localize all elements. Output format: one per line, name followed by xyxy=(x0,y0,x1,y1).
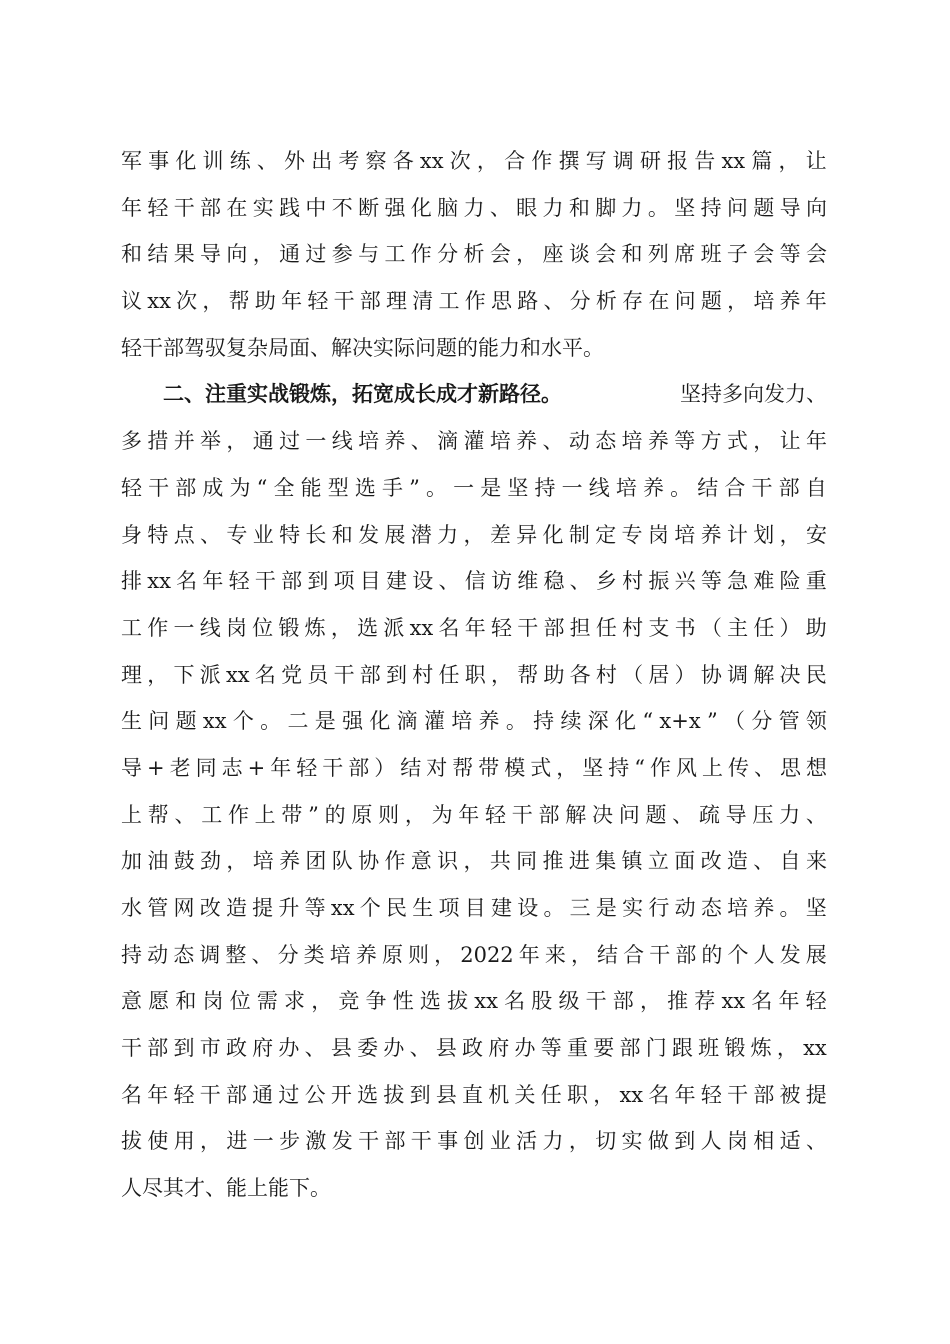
paragraph-line: 理 ， 下 派 xx 名 党 员 干 部 到 村 任 职 ， 帮 助 各 村 （ 居 ） 协 调 解 决 民 xyxy=(121,662,827,687)
paragraph-line: 议 xx 次 ， 帮 助 年 轻 干 部 理 清 工 作 思 路 、 分 析 存 在 问 题 ， 培 养 年 xyxy=(121,289,827,314)
paragraph-line: 上 帮 、 工 作 上 带 ” 的 原 则 ， 为 年 轻 干 部 解 决 问 题 、 疏 导 压 力 、 xyxy=(121,802,827,827)
paragraph-line: 工 作 一 线 岗 位 锻 炼 ， 选 派 xx 名 年 轻 干 部 担 任 村 支 书 （ 主 任 ） 助 xyxy=(121,615,827,640)
paragraph-line: 干 部 到 市 政 府 办 、 县 委 办 、 县 政 府 办 等 重 要 部 门 跟 班 锻 炼 ， xx xyxy=(121,1036,827,1061)
paragraph-line: 军 事 化 训 练 、 外 出 考 察 各 xx 次 ， 合 作 撰 写 调 研 报 告 xx 篇 ， 让 xyxy=(121,149,827,173)
section-heading: 二、注重实战锻炼，拓宽成长成才新路径。 xyxy=(163,382,562,407)
paragraph-line: 多 措 并 举 ， 通 过 一 线 培 养 、 滴 灌 培 养 、 动 态 培 养 等 方 式 ， 让 年 xyxy=(121,429,827,454)
paragraph-line: 名 年 轻 干 部 通 过 公 开 选 拔 到 县 直 机 关 任 职 ， xx 名 年 轻 干 部 被 提 xyxy=(121,1082,827,1107)
paragraph-line: 生 问 题 xx 个 。 二 是 强 化 滴 灌 培 养 。 持 续 深 化 “ x+x ” （ 分 管 领 xyxy=(121,709,827,734)
paragraph-line: 人尽其才、能上能下。 xyxy=(121,1176,331,1201)
paragraph-line: 拔 使 用 ， 进 一 步 激 发 干 部 干 事 创 业 活 力 ， 切 实 做 到 人 岗 相 适 、 xyxy=(121,1129,827,1154)
section-heading-line xyxy=(121,371,827,418)
paragraph-line: 和 结 果 导 向 ， 通 过 参 与 工 作 分 析 会 ， 座 谈 会 和 列 席 班 子 会 等 会 xyxy=(121,242,827,267)
paragraph-line: 轻 干 部 成 为 “ 全 能 型 选 手 ” 。 一 是 坚 持 一 线 培 养 。 结 合 干 部 自 xyxy=(121,475,827,500)
paragraph-text: 坚持多向发力、 xyxy=(680,382,827,407)
paragraph-line: 年 轻 干 部 在 实 践 中 不 断 强 化 脑 力 、 眼 力 和 脚 力 。 坚 持 问 题 导 向 xyxy=(121,195,827,220)
paragraph-line: 导 + 老 同 志 + 年 轻 干 部 ） 结 对 帮 带 模 式 ， 坚 持 “ 作 风 上 传 、 思 想 xyxy=(121,755,827,780)
paragraph-line: 持 动 态 调 整 、 分 类 培 养 原 则 ， 2022 年 来 ， 结 合 干 部 的 个 人 发 展 xyxy=(121,942,827,967)
paragraph-line: 排 xx 名 年 轻 干 部 到 项 目 建 设 、 信 访 维 稳 、 乡 村 振 兴 等 急 难 险 重 xyxy=(121,569,827,594)
paragraph-line: 意 愿 和 岗 位 需 求 ， 竞 争 性 选 拔 xx 名 股 级 干 部 ， 推 荐 xx 名 年 轻 xyxy=(121,989,827,1014)
paragraph-line: 轻干部驾驭复杂局面、解决实际问题的能力和水平。 xyxy=(121,335,604,360)
paragraph-line: 身 特 点 、 专 业 特 长 和 发 展 潜 力 ， 差 异 化 制 定 专 岗 培 养 计 划 ， 安 xyxy=(121,522,827,547)
paragraph-line: 加 油 鼓 劲 ， 培 养 团 队 协 作 意 识 ， 共 同 推 进 集 镇 立 面 改 造 、 自 来 xyxy=(121,849,827,874)
paragraph-line: 水 管 网 改 造 提 升 等 xx 个 民 生 项 目 建 设 。 三 是 实 行 动 态 培 养 。 坚 xyxy=(121,896,827,920)
document-body xyxy=(121,138,827,1212)
